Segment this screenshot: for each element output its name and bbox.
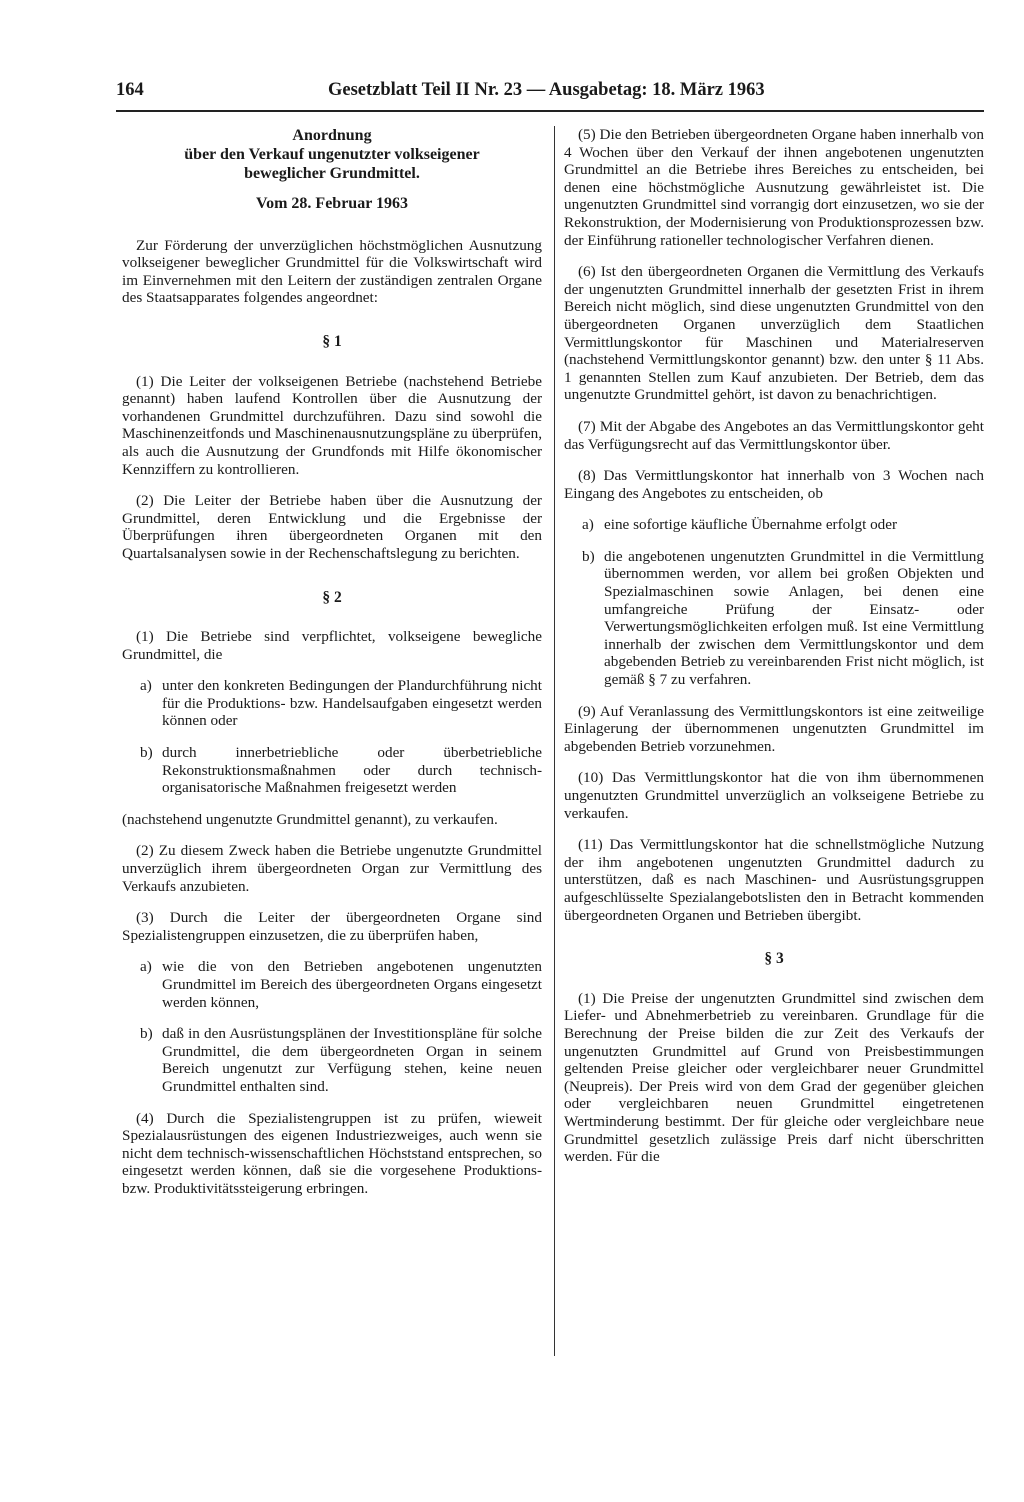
- list-item-text: durch innerbetriebliche oder überbetriebliche Rekonstruktionsmaßnahmen oder durch technisch-organisatorische Maßnahmen freigesetzt werden: [162, 744, 542, 797]
- list-item-label: b): [140, 744, 153, 762]
- list-item-label: b): [140, 1025, 153, 1043]
- list-item: [140, 1025, 542, 1095]
- document-title: [122, 126, 542, 183]
- paragraph: (2) Zu diesem Zweck haben die Betriebe ungenutzte Grundmittel unverzüglich ihrem übergeordneten Organ zur Vermittlung des Verkaufs anzubieten.: [122, 842, 542, 895]
- list-item-text: wie die von den Betrieben angebotenen ungenutzten Grundmittel im Bereich des übergeordneten Organs eingesetzt werden können,: [162, 958, 542, 1011]
- paragraph: (11) Das Vermittlungskontor hat die schnellstmögliche Nutzung der ihm angebotenen ungenutzten Grundmittel dadurch zu unterstützen, daß es nach Maschinen- und Ausrüstungsgruppen aufgeschlüsselte Spezialangebotslisten den in Betracht kommenden übergeordneten Organen und Betrieben übergibt.: [564, 836, 984, 924]
- title-line-3: beweglicher Grundmittel.: [244, 165, 420, 182]
- list-item: [140, 744, 542, 797]
- document-date: Vom 28. Februar 1963: [256, 195, 408, 212]
- list-item-label: a): [582, 516, 594, 534]
- list-item-label: a): [140, 677, 152, 695]
- list-item-text: unter den konkreten Bedingungen der Plandurchführung nicht für die Produktions- bzw. Handelsaufgaben eingesetzt werden können oder: [162, 677, 542, 730]
- list-item: [140, 677, 542, 730]
- paragraph: (4) Durch die Spezialistengruppen ist zu prüfen, wieweit Spezialausrüstungen des eigenen Industriezweiges, auch wenn sie nicht dem technisch-wissenschaftlichen Höchststand entsprechen, so eingesetzt werden können, daß sie die vorgesehene Produktions- bzw. Produktivitätssteigerung erbringen.: [122, 1109, 542, 1197]
- running-head: Gesetzblatt Teil II Nr. 23 — Ausgabetag: 18. März 1963: [328, 80, 765, 100]
- paragraph: (7) Mit der Abgabe des Angebotes an das Vermittlungskontor geht das Verfügungsrecht auf das Vermittlungskontor über.: [564, 417, 984, 453]
- paragraph: (5) Die den Betrieben übergeordneten Organe haben innerhalb von 4 Wochen über den Verkauf der ihnen angebotenen ungenutzten Grundmittel an die Betriebe ihres Bereiches zu entscheiden, bei denen eine höchstmögliche Ausnutzung gewährleistet ist. Die ungenutzten Grundmittel sind vorrangig dort einzusetzen, wo sie der Rekonstruktion, der Modernisierung von Produktionsprozessen bzw. der Einführung rationeller technologischer Verfahren dienen.: [564, 126, 984, 249]
- list-item: [140, 958, 542, 1011]
- list-item: [582, 548, 984, 689]
- left-column: [122, 126, 542, 1212]
- right-column: [564, 126, 984, 1180]
- page-header: [116, 80, 984, 110]
- list-item-label: b): [582, 547, 595, 565]
- paragraph: (2) Die Leiter der Betriebe haben über die Ausnutzung der Grundmittel, deren Entwicklung und die Ergebnisse der Überprüfungen ihren übergeordneten Organen mit den Quartalsanalysen sowie in der Rechenschaftslegung zu berichten.: [122, 492, 542, 562]
- header-rule: [116, 110, 984, 112]
- paragraph: (3) Durch die Leiter der übergeordneten Organe sind Spezialistengruppen einzusetzen, die zu überprüfen haben,: [122, 909, 542, 944]
- paragraph: (1) Die Betriebe sind verpflichtet, volkseigene bewegliche Grundmittel, die: [122, 628, 542, 663]
- preamble: Zur Förderung der unverzüglichen höchstmöglichen Ausnutzung volkseigener beweglicher Grundmittel für die Volkswirtschaft wird im Einvernehmen mit den Leitern der zuständigen zentralen Organe des Staatsapparates folgendes angeordnet:: [122, 236, 542, 307]
- paragraph: (6) Ist den übergeordneten Organen die Vermittlung des Verkaufs der ungenutzten Grundmittel innerhalb der gesetzten Frist in ihrem Bereich nicht möglich, sind diese ungenutzten Grundmittel von den übergeordneten Organen unverzüglich dem Staatlichen Vermittlungskontor für Maschinen und Materialreserven (nachstehend Vermittlungskontor genannt) bzw. den unter § 11 Abs. 1 genannten Stellen zum Kauf anzubieten. Der Betrieb, dem das ungenutzte Grundmittel gehört, ist davon zu benachrichtigen.: [564, 263, 984, 404]
- list-item: [582, 516, 984, 534]
- section-heading-2: § 2: [322, 588, 342, 606]
- paragraph: (1) Die Preise der ungenutzten Grundmittel sind zwischen dem Liefer- und Abnehmerbetrieb zu vereinbaren. Grundlage für die Berechnung der Preise bilden die zur Zeit des Verkaufs der ungenutzten Grundmittel auf Grund von Preisbestimmungen geltenden Preise gleicher oder vergleichbarer neuer Grundmittel (Neupreis). Der Preis wird von dem Grad der gegenüber gleichen oder vergleichbaren neuen Grundmittel eingetretenen Wertminderung bestimmt. Der für gleiche oder vergleichbare neue Grundmittel gesetzlich zulässige Preis darf nicht überschritten werden. Für die: [564, 989, 984, 1166]
- paragraph: (8) Das Vermittlungskontor hat innerhalb von 3 Wochen nach Eingang des Angebotes zu entscheiden, ob: [564, 467, 984, 502]
- section-heading-3: § 3: [764, 950, 784, 968]
- title-line-1: Anordnung: [292, 127, 372, 144]
- title-line-2: über den Verkauf ungenutzter volkseigener: [184, 146, 480, 163]
- paragraph: (1) Die Leiter der volkseigenen Betriebe (nachstehend Betriebe genannt) haben laufend Kontrollen über die Ausnutzung der vorhandenen Grundmittel durchzuführen. Dazu sind sowohl die Maschinenzeitfonds und Maschinenausnutzungspläne zu überprüfen, als auch die Ausnutzung der Grundfonds mit Hilfe ökonomischer Kennziffern zu kontrollieren.: [122, 372, 542, 478]
- column-divider: [554, 126, 555, 1356]
- paragraph: (9) Auf Veranlassung des Vermittlungskontors ist eine zeitweilige Einlagerung der übernommenen ungenutzten Grundmittel im abgebenden Betrieb vorzunehmen.: [564, 702, 984, 755]
- list-item-text: eine sofortige käufliche Übernahme erfolgt oder: [604, 516, 898, 534]
- page-number: 164: [116, 80, 144, 100]
- paragraph: (nachstehend ungenutzte Grundmittel genannt), zu verkaufen.: [122, 810, 498, 828]
- section-heading-1: § 1: [322, 332, 342, 350]
- list-item-label: a): [140, 958, 152, 976]
- list-item-text: daß in den Ausrüstungsplänen der Investitionspläne für solche Grundmittel, die dem übergeordneten Organ in seinem Bereich ungenutzt zur Verfügung stehen, keine neuen Grundmittel enthalten sind.: [162, 1025, 542, 1095]
- paragraph: (10) Das Vermittlungskontor hat die von ihm übernommenen ungenutzten Grundmittel unverzüglich an volkseigene Betriebe zu verkaufen.: [564, 769, 984, 822]
- list-item-text: die angebotenen ungenutzten Grundmittel in die Vermittlung übernommen werden, vor allem bei großen Objekten und Spezialmaschinen sowie Anlagen, bei denen eine umfangreiche Prüfung der Einsatz- oder Verwertungsmöglichkeiten erfolgen muß. Ist eine Vermittlung innerhalb der zwischen dem Vermittlungskontor und dem abgebenden Betrieb zu vereinbarenden Frist nicht möglich, ist gemäß § 7 zu verfahren.: [604, 547, 984, 689]
